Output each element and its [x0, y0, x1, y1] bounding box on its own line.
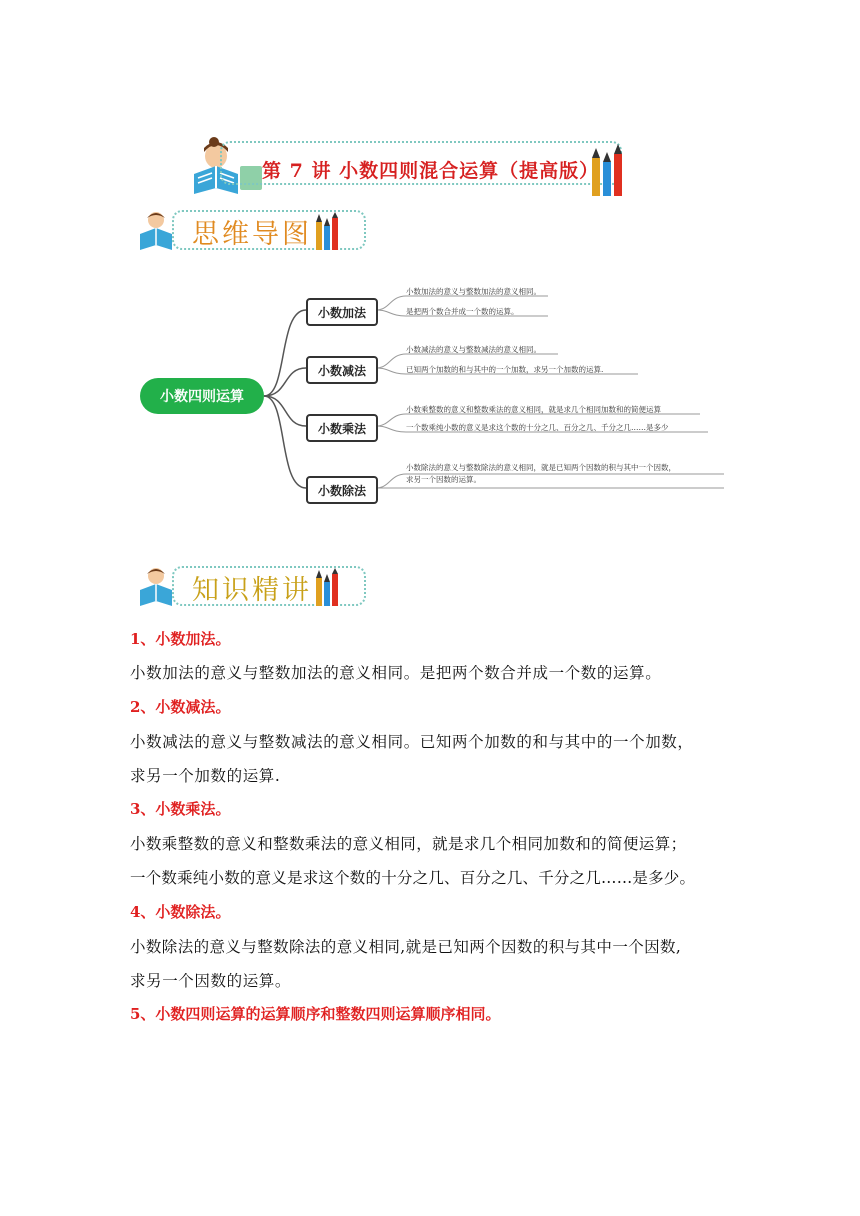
mind-map-root: 小数四则运算	[140, 378, 264, 414]
mind-map-node-subtraction: 小数减法	[306, 356, 378, 384]
mind-map-note: 小数加法的意义与整数加法的意义相同。	[406, 287, 541, 296]
mind-map-note: 小数乘整数的意义和整数乘法的意义相同，就是求几个相同加数和的简便运算	[406, 405, 661, 414]
heading-multiplication: 3、小数乘法。	[130, 800, 231, 818]
mind-map-note: 是把两个数合并成一个数的运算。	[406, 307, 519, 316]
paragraph-line: 小数乘整数的意义和整数乘法的意义相同，就是求几个相同加数和的简便运算；	[130, 835, 687, 853]
mind-map-note: 小数减法的意义与整数减法的意义相同。	[406, 345, 541, 354]
mind-map	[138, 270, 728, 510]
heading-operation-order: 5、小数四则运算的运算顺序和整数四则运算顺序相同。	[130, 1005, 501, 1023]
pencils-icon	[314, 568, 340, 608]
mind-map-node-division: 小数除法	[306, 476, 378, 504]
paragraph-line: 求另一个因数的运算。	[130, 972, 292, 990]
mind-map-note: 已知两个加数的和与其中的一个加数，求另一个加数的运算.	[406, 365, 604, 374]
mind-map-note: 一个数乘纯小数的意义是求这个数的十分之几、百分之几、千分之几……是多少	[406, 423, 669, 432]
paragraph-line: 小数减法的意义与整数减法的意义相同。已知两个加数的和与其中的一个加数，	[130, 733, 694, 751]
section-title: 思维导图	[192, 219, 312, 250]
paragraph-line: 小数除法的意义与整数除法的意义相同,就是已知两个因数的积与其中一个因数,	[130, 938, 682, 956]
mind-map-node-multiplication: 小数乘法	[306, 414, 378, 442]
heading-addition: 1、小数加法。	[130, 630, 231, 648]
page-title: 第 7 讲 小数四则混合运算（提高版）	[262, 160, 600, 182]
heading-division: 4、小数除法。	[130, 903, 231, 921]
mind-map-note: 小数除法的意义与整数除法的意义相同，就是已知两个因数的积与其中一个因数，	[406, 463, 676, 472]
heading-subtraction: 2、小数减法。	[130, 698, 231, 716]
section-title: 知识精讲	[192, 575, 312, 606]
mind-map-note: 求另一个因数的运算。	[406, 475, 481, 484]
pencils-icon	[314, 212, 340, 252]
section-header-knowledge	[138, 564, 338, 608]
paragraph-line: 一个数乘纯小数的意义是求这个数的十分之几、百分之几、千分之几……是多少。	[130, 869, 696, 887]
paragraph-line: 求另一个加数的运算.	[130, 767, 281, 785]
paragraph-line: 小数加法的意义与整数加法的意义相同。是把两个数合并成一个数的运算。	[130, 664, 662, 682]
mind-map-node-addition: 小数加法	[306, 298, 378, 326]
section-header-mindmap	[138, 208, 338, 252]
